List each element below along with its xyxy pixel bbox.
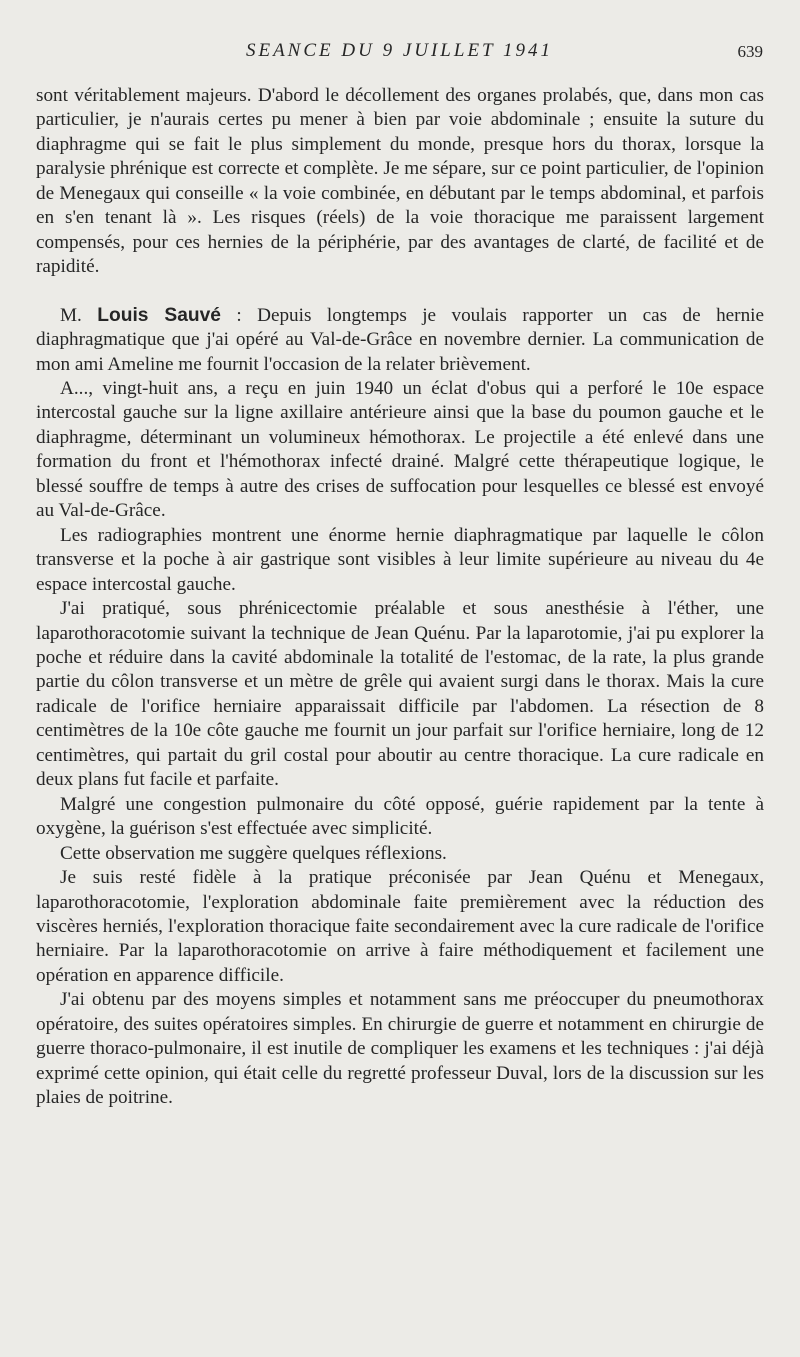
paragraph-technique: Je suis resté fidèle à la pratique préconisée par Jean Quénu et Menegaux, laparothoracotomie, l'exploration abdominale faite premièrement avec la réduction des viscères herniés, l'exploration thoracique faite secondairement avec la cure radicale de l'orifice herniaire. Par la laparothoracotomie on arrive à faire méthodiquement et facilement une opération en apparence difficile. (36, 867, 764, 986)
running-title: SEANCE DU 9 JUILLET 1941 (245, 40, 554, 61)
paragraph-operation: J'ai pratiqué, sous phrénicectomie préalable et sous anesthésie à l'éther, une laparothoracotomie suivant la technique de Jean Quénu. Par la laparotomie, j'ai pu explorer la poche et réduire dans la cavité abdominale la totalité de l'estomac, de la rate, la plus grande partie du côlon transverse et un mètre de grêle qui avaient surgi dans le thorax. Mais la cure radicale de l'orifice herniaire apparaissait difficile par l'abdomen. La résection de 8 centimètres de la 10e côte gauche me fournit un jour parfait sur l'orifice herniaire, long de 12 centimètres, qui partait du gril costal pour aboutir au centre thoracique. La cure radicale en deux plans fut facile et parfaite. (36, 598, 764, 791)
paragraph-case-history: A..., vingt-huit ans, a reçu en juin 1940 un éclat d'obus qui a perforé le 10e espace intercostal gauche sur la ligne axillaire antérieure ainsi que la base du poumon gauche et le diaphragme, déterminant un volumineux hémothorax. Le projectile a été enlevé dans une formation du front et l'hémothorax infecté drainé. Malgré cette thérapeutique logique, le blessé souffre de temps à autre des crises de suffocation pour lesquelles ce blessé est envoyé au Val-de-Grâce. (36, 377, 764, 522)
speaker-prefix: M. (60, 304, 98, 326)
speaker-statement: : Depuis longtemps je voulais rapporter un cas de hernie diaphragmatique que j'ai opéré au Val-de-Grâce en novembre dernier. La communication de mon ami Ameline me fournit l'occasion de la relater brièvement. (36, 304, 765, 375)
page-header (36, 40, 763, 66)
paragraph-reflections-intro: Cette observation me suggère quelques réflexions. (60, 842, 447, 864)
article-body (36, 84, 764, 1111)
paragraph-speaker-intro (36, 304, 764, 377)
paragraph-recovery: Malgré une congestion pulmonaire du côté opposé, guérie rapidement par la tente à oxygène, la guérison s'est effectuée avec simplicité. (36, 793, 764, 840)
paragraph-radiographs: Les radiographies montrent une énorme hernie diaphragmatique par laquelle le côlon transverse et la poche à air gastrique sont visibles à leur limite supérieure au niveau du 4e espace intercostal gauche. (36, 524, 764, 595)
speaker-name: Louis Sauvé (97, 304, 221, 326)
paragraph-conclusion: J'ai obtenu par des moyens simples et notamment sans me préoccuper du pneumothorax opératoire, des suites opératoires simples. En chirurgie de guerre et notamment en chirurgie de guerre thoraco-pulmonaire, il est inutile de compliquer les examens et les techniques : j'ai déjà exprimé cette opinion, qui était celle du regretté professeur Duval, lors de la discussion sur les plaies de poitrine. (36, 989, 764, 1109)
page-number: 639 (737, 42, 763, 61)
paragraph-continuation: sont véritablement majeurs. D'abord le décollement des organes prolabés, que, dans mon cas particulier, je n'aurais certes pu mener à bien par voie abdominale ; ensuite la suture du diaphragme qui se fait le plus simplement du monde, presque hors du thorax, lorsque la paralysie phrénique est correcte et complète. Je me sépare, sur ce point particulier, de l'opinion de Menegaux qui conseille « la voie combinée, en débutant par le temps abdominal, et parfois en s'en tenant là ». Les risques (réels) de la voie thoracique me paraissent largement compensés, pour ces hernies de la périphérie, par des avantages de clarté, de facilité et de rapidité. (36, 85, 764, 278)
